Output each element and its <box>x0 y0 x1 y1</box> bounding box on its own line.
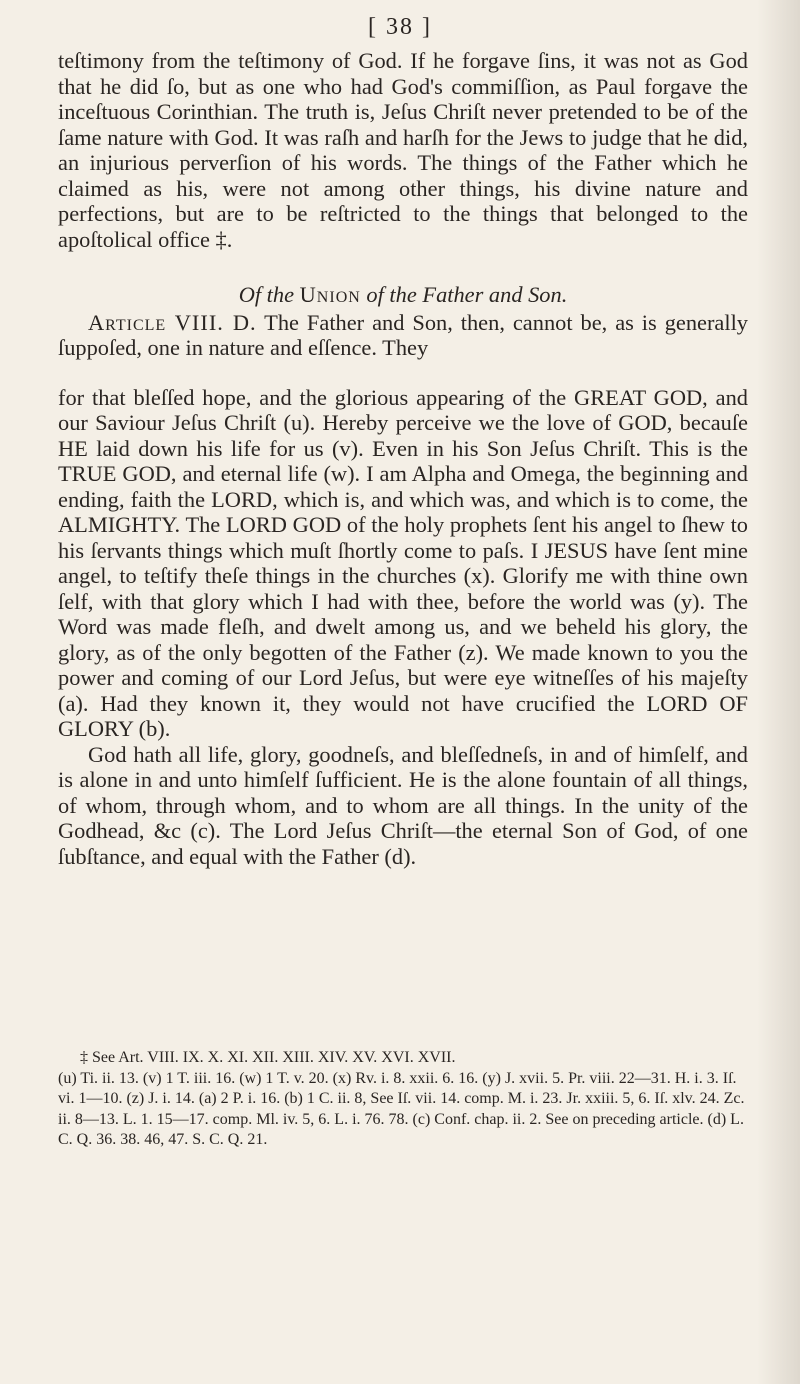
article-label: Article VIII. D. <box>88 309 257 335</box>
page-edge-shadow <box>757 0 800 1384</box>
footnote-references: (u) Ti. ii. 13. (v) 1 T. iii. 16. (w) 1 T. v. 20. (x) Rv. i. 8. xxii. 6. 16. (y) J. xvii. 5. Pr. viii. 22—31. H. i. 3. Iſ. vi. 1—10. (z) J. i. 14. (a) 2 P. i. 16. (b) 1 C. ii. 8, See Iſ. vii. 14. comp. M. i. 23. Jr. xxiii. 5, 6. Iſ. xlv. 24. Zc. ii. 8—13. L. 1. 15—17. comp. Ml. iv. 5, 6. L. i. 76. 78. (c) Conf. chap. ii. 2. See on preceding article. (d) L. C. Q. 36. 38. 46, 47. S. C. Q. 21. <box>58 1069 745 1148</box>
confession-paragraph: God hath all life, glory, goodneſs, and bleſſedneſs, in and of himſelf, and is alone in and unto himſelf ſufficient. He is the alone fountain of all things, of whom, through whom, and to whom are all things. In the unity of the Godhead, &c (c). The Lord Jeſus Chriſt—the eternal Son of God, of one ſubſtance, and equal with the Father (d). <box>58 741 748 869</box>
heading-prefix: Of the <box>238 282 295 307</box>
footnotes <box>58 1048 748 1151</box>
article-paragraph <box>58 310 748 361</box>
page-number: [ 38 ] <box>368 14 432 40</box>
heading-union: Union <box>299 282 361 307</box>
main-text <box>58 48 748 869</box>
section-heading <box>58 282 748 308</box>
scripture-paragraph: for that bleſſed hope, and the glorious appearing of the GREAT GOD, and our Saviour Jeſus Chriſt (u). Hereby perceive we the love of GOD, becauſe HE laid down his life for us (v). Even in his Son Jeſus Chriſt. This is the TRUE GOD, and eternal life (w). I am Alpha and Omega, the beginning and ending, faith the LORD, which is, and which was, and which is to come, the ALMIGHTY. The LORD GOD of the holy prophets ſent his angel to ſhew to his ſervants things which muſt ſhortly come to paſs. I JESUS have ſent mine angel, to teſtify theſe things in the churches (x). Glorify me with thine own ſelf, with that glory which I had with thee, before the world was (y). The Word was made fleſh, and dwelt among us, and we beheld his glory, the glory, as of the only begotten of the Father (z). We made known to you the power and coming of our Lord Jeſus, but were eye witneſſes of his majeſty (a). Had they known it, they would not have crucified the LORD OF GLORY (b). <box>58 384 748 741</box>
article-text: The Father and Son, then, cannot be, as is generally ſuppoſed, one in nature and eſſence. They <box>58 309 748 360</box>
heading-suffix: of the Father and Son. <box>366 282 568 307</box>
paragraph-continuation: teſtimony from the teſtimony of God. If he forgave ſins, it was not as God that he did ſo, but as one who had God's commiſſion, as Paul forgave the inceſtuous Corinthian. The truth is, Jeſus Chriſt never pretended to be of the ſame nature with God. It was raſh and harſh for the Jews to judge that he did, an injurious perverſion of his words. The things of the Father which he claimed as his, were not among other things, his divine nature and perfections, but are to be reſtricted to the things that belonged to the apoſtolical office ‡. <box>58 48 748 252</box>
footnote-articles: ‡ See Art. VIII. IX. X. XI. XII. XIII. XIV. XV. XVI. XVII. <box>80 1049 456 1066</box>
